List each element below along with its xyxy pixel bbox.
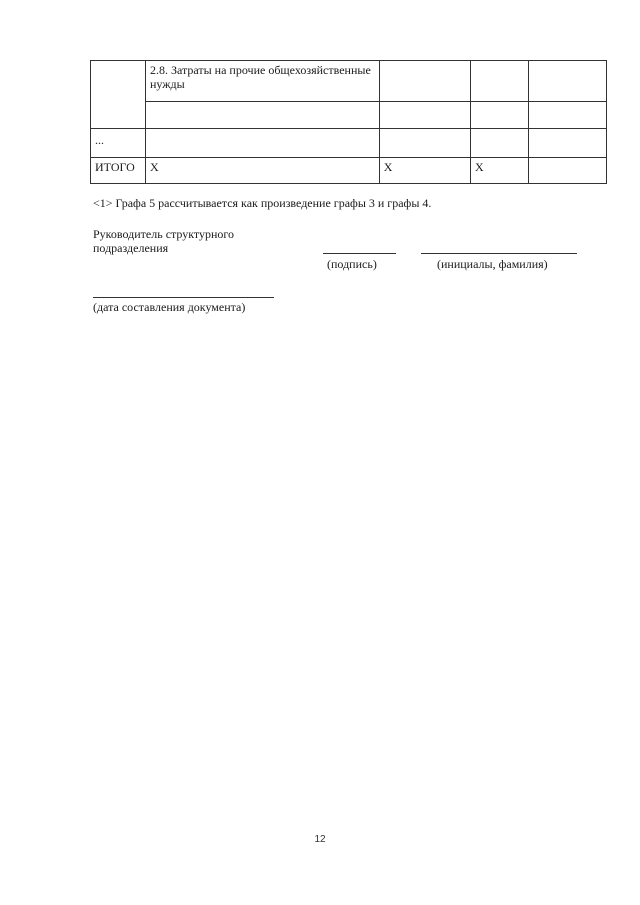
table-cell: [91, 61, 146, 102]
table-cell: [471, 102, 529, 129]
table-cell: X: [379, 158, 470, 184]
total-label: ИТОГО: [91, 158, 146, 184]
table-cell: [528, 61, 606, 102]
name-caption: (инициалы, фамилия): [437, 257, 548, 271]
date-caption: (дата составления документа): [93, 300, 246, 314]
name-line: [421, 253, 577, 254]
signatory-label: [93, 227, 234, 255]
footnote: <1> Графа 5 рассчитывается как произведение графы 3 и графы 4.: [93, 196, 432, 210]
table-cell: [145, 102, 379, 129]
date-line: [93, 297, 274, 298]
signatory-label-line: Руководитель структурного: [93, 227, 235, 241]
table-row: [91, 129, 607, 158]
table-row: [91, 102, 607, 129]
table-cell: [379, 102, 470, 129]
table-cell: [145, 129, 379, 158]
signature-caption: (подпись): [327, 257, 377, 271]
table-cell-item-name: 2.8. Затраты на прочие общехозяйственные нужды: [145, 61, 379, 102]
table-cell: [528, 102, 606, 129]
table-row: [91, 61, 607, 102]
cost-table: [90, 60, 607, 184]
table-cell: X: [471, 158, 529, 184]
table-cell: [471, 129, 529, 158]
page-number: 12: [314, 834, 326, 845]
table-cell: [379, 129, 470, 158]
table-cell: [528, 129, 606, 158]
signatory-label-line: подразделения: [93, 241, 169, 255]
table-cell: [379, 61, 470, 102]
table-row-total: [91, 158, 607, 184]
table-cell-ellipsis: ...: [91, 129, 146, 158]
table-cell: X: [145, 158, 379, 184]
table-cell: [471, 61, 529, 102]
table-cell: [528, 158, 606, 184]
signature-line: [323, 253, 396, 254]
table-cell: [91, 102, 146, 129]
